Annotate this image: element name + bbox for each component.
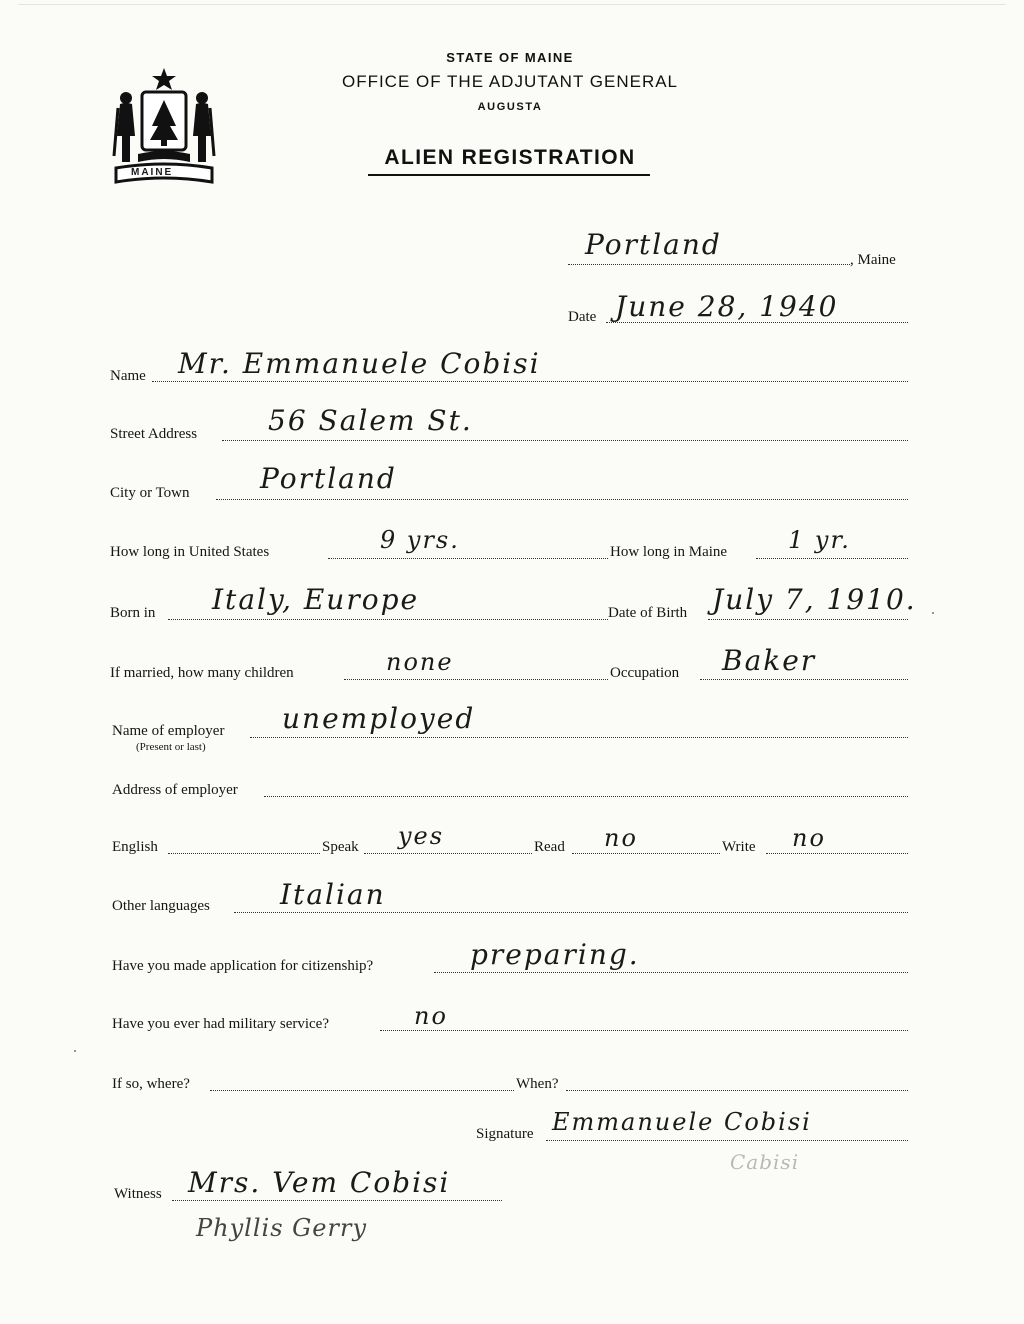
other-languages-value: Italian — [280, 878, 386, 911]
witness-value: Mrs. Vem Cobisi — [188, 1166, 451, 1199]
date-label: Date — [568, 309, 597, 325]
occupation-label: Occupation — [610, 665, 680, 681]
military-line — [380, 1030, 908, 1031]
citizenship-label: Have you made application for citizenship? — [112, 958, 374, 974]
employer-address-line — [264, 796, 908, 797]
title-underline — [368, 174, 650, 176]
read-value: no — [604, 824, 638, 852]
military-label: Have you ever had military service? — [112, 1016, 329, 1032]
dob-line — [708, 619, 908, 620]
born-line — [168, 619, 608, 620]
street-label: Street Address — [110, 426, 198, 442]
citizenship-line — [434, 972, 908, 973]
us-duration-line — [328, 558, 608, 559]
occupation-value: Baker — [722, 644, 817, 677]
when-label: When? — [516, 1076, 559, 1092]
children-line — [344, 679, 608, 680]
write-line — [766, 853, 908, 854]
town-line — [568, 264, 850, 265]
maine-duration-value: 1 yr. — [788, 526, 851, 554]
dob-value: July 7, 1910. — [712, 583, 917, 616]
other-languages-label: Other languages — [112, 898, 210, 914]
employer-sublabel: (Present or last) — [136, 741, 206, 753]
speak-line — [364, 853, 532, 854]
form-title: ALIEN REGISTRATION — [384, 146, 636, 169]
city-heading: AUGUSTA — [477, 101, 543, 113]
english-line — [168, 853, 320, 854]
seal-text: MAINE — [131, 167, 174, 178]
signature-value: Emmanuele Cobisi — [552, 1108, 812, 1136]
employer-value: unemployed — [282, 702, 476, 735]
street-value: 56 Salem St. — [268, 404, 473, 437]
maine-duration-label: How long in Maine — [610, 544, 728, 560]
write-label: Write — [722, 839, 756, 855]
where-line — [210, 1090, 514, 1091]
town-value: Portland — [585, 228, 722, 261]
witness-label: Witness — [114, 1186, 162, 1202]
state-heading: STATE OF MAINE — [446, 50, 574, 65]
employer-label: Name of employer — [112, 723, 225, 739]
other-languages-line — [234, 912, 908, 913]
name-line — [152, 381, 908, 382]
witness-second-value: Phyllis Gerry — [196, 1214, 368, 1242]
citizenship-value: preparing. — [470, 938, 640, 971]
speak-value: yes — [398, 822, 445, 850]
occupation-line — [700, 679, 908, 680]
witness-line — [172, 1200, 502, 1201]
top-edge-line — [18, 4, 1006, 5]
read-line — [572, 853, 720, 854]
street-line — [222, 440, 908, 441]
us-duration-label: How long in United States — [110, 544, 270, 560]
read-label: Read — [534, 839, 565, 855]
when-line — [566, 1090, 908, 1091]
paper-speck — [932, 612, 934, 614]
us-duration-value: 9 yrs. — [380, 526, 460, 554]
name-value: Mr. Emmanuele Cobisi — [178, 347, 541, 380]
city-line — [216, 499, 908, 500]
children-label: If married, how many children — [110, 665, 294, 681]
employer-line — [250, 737, 908, 738]
paper-speck — [74, 1050, 76, 1052]
english-label: English — [112, 839, 158, 855]
born-label: Born in — [110, 605, 156, 621]
children-value: none — [386, 648, 454, 676]
employer-address-label: Address of employer — [112, 782, 238, 798]
signature-label: Signature — [476, 1126, 534, 1142]
born-value: Italy, Europe — [212, 583, 420, 616]
signature-line — [546, 1140, 908, 1141]
maine-duration-line — [756, 558, 908, 559]
speak-label: Speak — [322, 839, 359, 855]
city-value: Portland — [260, 462, 397, 495]
date-value: June 28, 1940 — [615, 290, 839, 323]
state-label: , Maine — [850, 252, 896, 268]
office-heading: OFFICE OF THE ADJUTANT GENERAL — [341, 72, 679, 91]
name-label: Name — [110, 368, 146, 384]
dob-label: Date of Birth — [608, 605, 688, 621]
where-label: If so, where? — [112, 1076, 190, 1092]
military-value: no — [414, 1002, 448, 1030]
signature-annotation: Cabisi — [730, 1150, 800, 1174]
city-label: City or Town — [110, 485, 190, 501]
write-value: no — [792, 824, 826, 852]
